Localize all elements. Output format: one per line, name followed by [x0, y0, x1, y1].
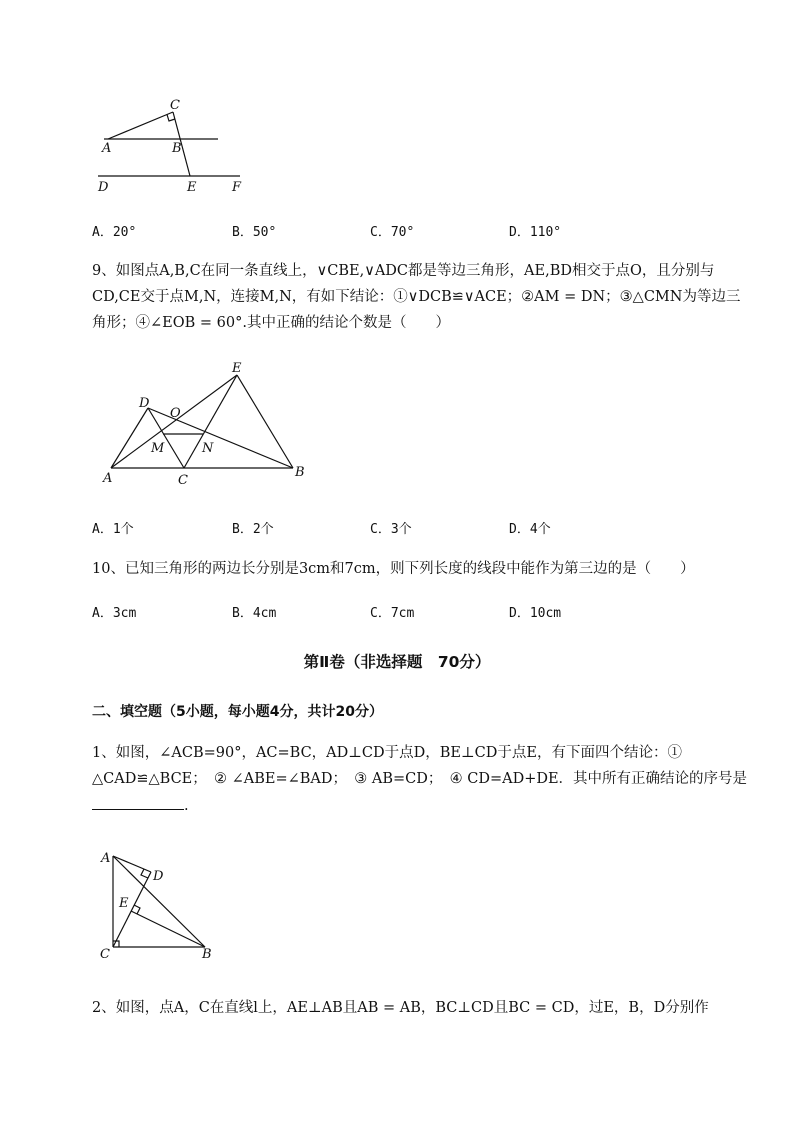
q8-segment-ac [108, 112, 173, 139]
f1-label-d: D [153, 869, 164, 884]
f1-label-e: E [119, 896, 129, 911]
q8-option-a: A．20° [92, 225, 137, 240]
q10-line-1: 10、已知三角形的两边长分别是3cm和7cm，则下列长度的线段中能作为第三边的是（ ） [92, 561, 695, 577]
q8-label-f: F [232, 180, 242, 195]
q10-option-a: A．3cm [92, 606, 137, 621]
f2-line-1: 2、如图，点A，C在直线l上，AE⊥AB且AB = AB，BC⊥CD且BC = CD，过E，B，D分别作 [92, 1000, 709, 1016]
q9-option-c: C．3个 [370, 522, 412, 537]
f1-line-3-end: . [184, 798, 189, 814]
q10-option-d: D．10cm [509, 606, 562, 621]
part2-section-heading: 二、填空题（5小题，每小题4分，共计20分） [92, 704, 383, 720]
q9-label-o: O [170, 406, 181, 421]
q8-label-b: B [172, 141, 182, 156]
q9-label-d: D [139, 396, 150, 411]
q10-option-b: B．4cm [232, 606, 277, 621]
q9-label-e: E [232, 361, 242, 376]
f1-line-3 [92, 793, 189, 819]
q9-line-2: CD,CE交于点M,N，连接M,N，有如下结论：①∨DCB≌∨ACE；②AM = DN；③△CMN为等边三 [92, 289, 741, 305]
q9-option-b: B．2个 [232, 522, 274, 537]
q9-option-d: D．4个 [509, 522, 551, 537]
q8-label-d: D [98, 180, 109, 195]
q8-label-a: A [102, 141, 112, 156]
q9-label-a: A [103, 471, 113, 486]
q9-segment-ad [111, 408, 148, 468]
f1-answer-blank[interactable] [92, 795, 184, 810]
f1-segment-ad [113, 856, 151, 872]
q8-label-c: C [170, 98, 180, 113]
q8-label-e: E [187, 180, 197, 195]
q10-option-c: C．7cm [370, 606, 415, 621]
q9-segment-eb [237, 375, 293, 468]
q9-label-m: M [151, 441, 165, 456]
f1-label-a: A [101, 851, 111, 866]
q9-label-c: C [178, 473, 188, 488]
part2-title: 第Ⅱ卷（非选择题 70分） [303, 653, 491, 671]
q9-line-3: 角形；④∠EOB = 60°.其中正确的结论个数是（ ） [92, 315, 450, 331]
q9-label-n: N [202, 441, 214, 456]
q9-line-1: 9、如图点A,B,C在同一条直线上，∨CBE,∨ADC都是等边三角形，AE,BD相交于点O，且分别与 [92, 263, 715, 279]
f1-line-1: 1、如图，∠ACB=90°，AC=BC，AD⊥CD于点D，BE⊥CD于点E，有下面四个结论：① [92, 745, 682, 761]
q9-segment-ae [111, 375, 237, 468]
q9-option-a: A．1个 [92, 522, 134, 537]
f1-segment-be [131, 911, 205, 947]
q8-figure [88, 94, 258, 199]
q9-label-b: B [295, 465, 305, 480]
f1-line-2: △CAD≌△BCE； ② ∠ABE=∠BAD； ③ AB=CD； ④ CD=AD+DE．其中所有正确结论的序号是 [92, 771, 748, 787]
f1-label-b: B [202, 947, 212, 962]
f1-label-c: C [100, 947, 110, 962]
q8-option-c: C．70° [370, 225, 415, 240]
q8-option-b: B．50° [232, 225, 277, 240]
q8-option-d: D．110° [509, 225, 562, 240]
f1-figure [96, 846, 222, 964]
q9-figure [95, 358, 320, 490]
